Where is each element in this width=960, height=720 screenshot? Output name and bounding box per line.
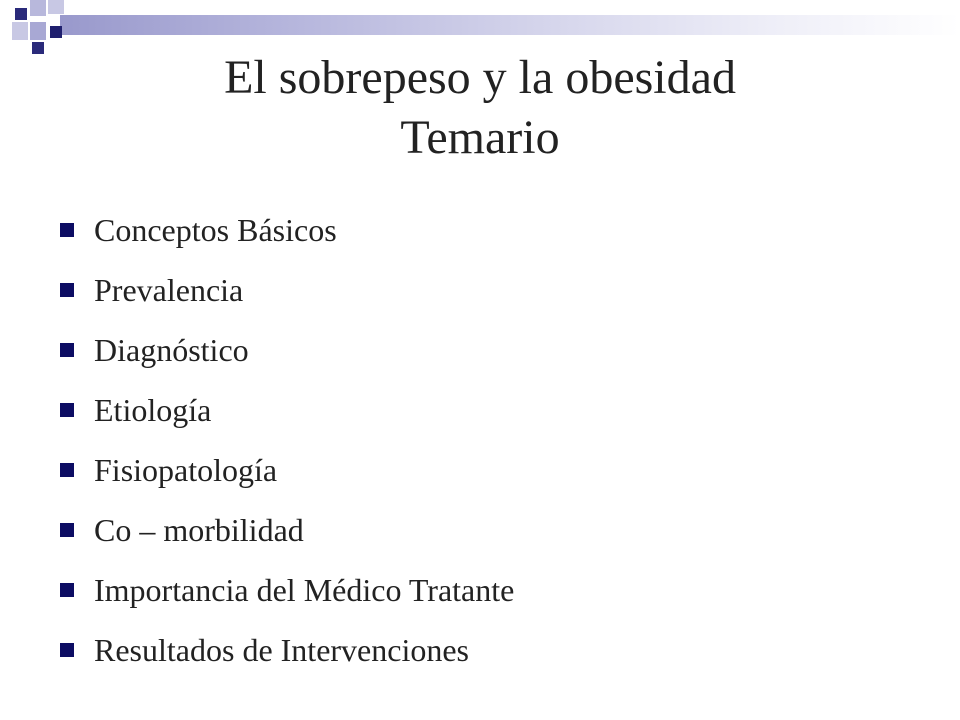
title-line-main: El sobrepeso y la obesidad (224, 51, 736, 104)
list-item (60, 560, 514, 620)
corner-square-dark (15, 8, 27, 20)
list-item-label: Resultados de Intervenciones (94, 631, 469, 668)
list-item-label: Conceptos Básicos (94, 211, 337, 248)
list-item-label: Prevalencia (94, 271, 244, 308)
square-bullet-icon (60, 583, 74, 597)
square-bullet-icon (60, 523, 74, 537)
list-item-label: Etiología (94, 391, 212, 428)
list-item-label: Importancia del Médico Tratante (94, 571, 515, 608)
square-bullet-icon (60, 343, 74, 357)
list-item (60, 620, 514, 680)
list-item (60, 320, 514, 380)
list-item (60, 200, 514, 260)
list-item (60, 440, 514, 500)
corner-square-dark (50, 26, 62, 38)
list-item (60, 500, 514, 560)
square-bullet-icon (60, 463, 74, 477)
slide-title (0, 48, 960, 168)
square-bullet-icon (60, 223, 74, 237)
header-gradient-band (60, 15, 960, 35)
agenda-list (60, 200, 514, 680)
list-item (60, 380, 514, 440)
square-bullet-icon (60, 403, 74, 417)
title-line-sub: Temario (400, 111, 560, 164)
corner-square-light (48, 0, 64, 14)
square-bullet-icon (60, 283, 74, 297)
corner-square-light (12, 22, 28, 40)
corner-square-light (30, 22, 46, 40)
corner-square-light (30, 0, 46, 16)
square-bullet-icon (60, 643, 74, 657)
list-item-label: Fisiopatología (94, 451, 278, 488)
list-item-label: Diagnóstico (94, 331, 249, 368)
list-item-label: Co – morbilidad (94, 511, 304, 548)
list-item (60, 260, 514, 320)
